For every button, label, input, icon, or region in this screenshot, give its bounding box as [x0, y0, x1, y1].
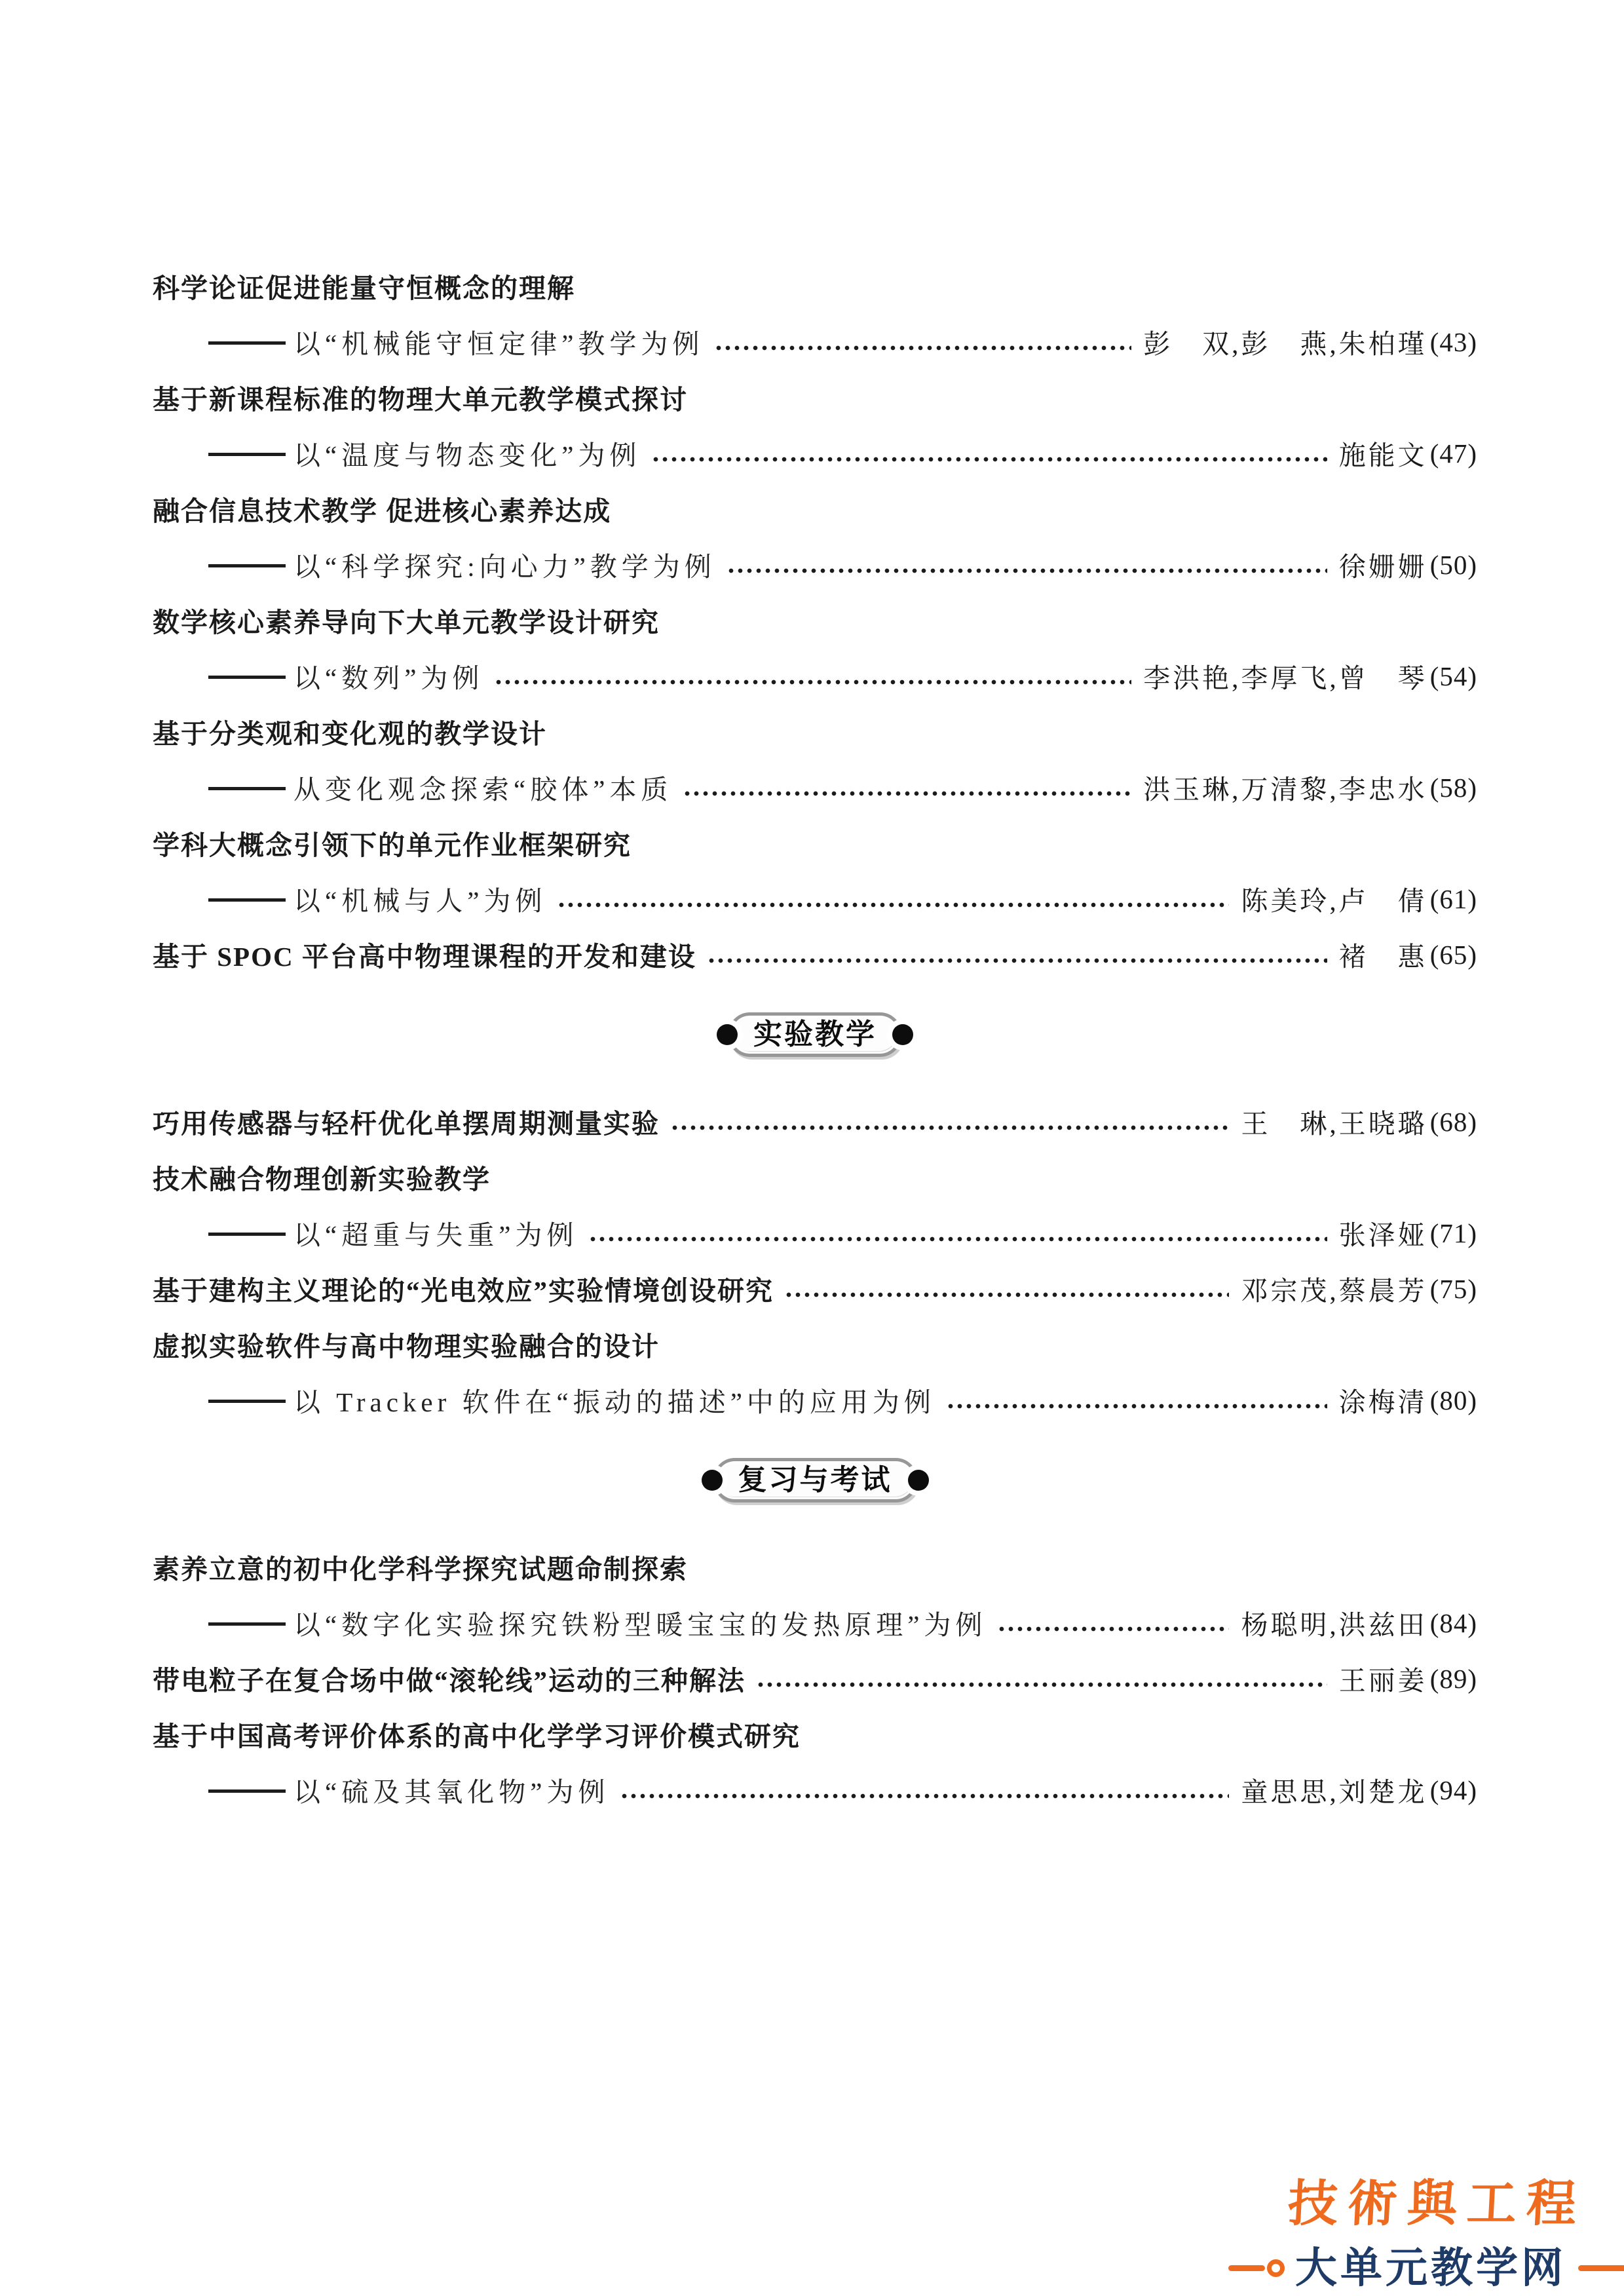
dotted-leader: [708, 957, 1327, 964]
toc-entry-title-line: [153, 370, 1477, 425]
subtitle-dash: [208, 787, 286, 790]
dotted-leader: [728, 567, 1327, 574]
entry-subtitle: 以“机械能守恒定律”教学为例: [293, 329, 704, 359]
toc-section: [153, 258, 1477, 982]
toc-entry-line: [153, 927, 1477, 982]
entry-subtitle: 以“机械与人”为例: [293, 886, 547, 916]
toc-entry-title-line: [153, 481, 1477, 537]
dotted-leader: [495, 679, 1131, 685]
entry-page-number: (80): [1429, 1385, 1477, 1415]
section-badge-row: [153, 1461, 1477, 1500]
entry-page-number: (68): [1429, 1106, 1477, 1137]
entry-title: 基于中国高考评价体系的高中化学学习评价模式研究: [153, 1721, 801, 1751]
entry-title: 融合信息技术教学 促进核心素养达成: [153, 496, 612, 526]
subtitle-dash: [208, 453, 286, 456]
subtitle-dash: [208, 898, 286, 902]
entry-page-number: (58): [1429, 772, 1477, 803]
dotted-leader: [757, 1681, 1327, 1688]
entry-authors: 徐姗姗: [1338, 552, 1427, 582]
toc-entry-subtitle-line: [153, 1205, 1477, 1261]
entry-title: 数学核心素养导向下大单元教学设计研究: [153, 607, 660, 638]
subtitle-dash: [208, 1622, 286, 1626]
dotted-leader: [947, 1403, 1327, 1409]
subtitle-dash: [208, 1233, 286, 1236]
toc-entry-subtitle-line: [153, 537, 1477, 592]
entry-page-number: (61): [1429, 883, 1477, 914]
entry-title: 巧用传感器与轻杆优化单摆周期测量实验: [153, 1109, 660, 1139]
section-badge-row: [153, 1015, 1477, 1054]
entry-title: 学科大概念引领下的单元作业框架研究: [153, 830, 632, 860]
entry-authors: 李洪艳,李厚飞,曾 琴: [1143, 663, 1427, 693]
toc-entry-title-line: [153, 592, 1477, 648]
toc-entry-subtitle-line: [153, 1762, 1477, 1818]
entry-authors: 邓宗茂,蔡晨芳: [1241, 1276, 1427, 1306]
entry-page-number: (75): [1429, 1273, 1477, 1304]
site-watermark: [1228, 2242, 1624, 2293]
dotted-leader: [652, 456, 1327, 463]
watermark-ring-icon: [1267, 2259, 1285, 2277]
dotted-leader: [590, 1236, 1327, 1242]
entry-title: 虚拟实验软件与高中物理实验融合的设计: [153, 1331, 660, 1362]
entry-subtitle: 以“数字化实验探究铁粉型暖宝宝的发热原理”为例: [293, 1610, 987, 1640]
entry-subtitle: 以“科学探究:向心力”教学为例: [293, 552, 716, 582]
toc-entry-title-line: [153, 1316, 1477, 1372]
entry-page-number: (94): [1429, 1774, 1477, 1805]
entry-title: 科学论证促进能量守恒概念的理解: [153, 273, 575, 303]
entry-title: 技术融合物理创新实验教学: [153, 1164, 491, 1195]
toc-entry-line: [153, 1094, 1477, 1149]
subtitle-dash: [208, 564, 286, 567]
toc: [153, 258, 1477, 1818]
badge-dot-icon: [892, 1024, 913, 1045]
entry-authors: 张泽娅: [1338, 1220, 1427, 1250]
toc-entry-title-line: [153, 258, 1477, 314]
entry-authors: 褚 惠: [1338, 942, 1427, 972]
dotted-leader: [684, 790, 1131, 797]
watermark-left-line-icon: [1228, 2265, 1265, 2271]
subtitle-dash: [208, 341, 286, 345]
entry-title: 基于 SPOC 平台高中物理课程的开发和建设: [153, 942, 696, 972]
entry-authors: 杨聪明,洪兹田: [1241, 1610, 1427, 1640]
dotted-leader: [715, 345, 1131, 351]
entry-authors: 涂梅清: [1338, 1387, 1427, 1417]
entry-page-number: (65): [1429, 939, 1477, 970]
entry-title: 基于新课程标准的物理大单元教学模式探讨: [153, 385, 688, 415]
subtitle-dash: [208, 1400, 286, 1403]
entry-page-number: (50): [1429, 549, 1477, 580]
entry-page-number: (47): [1429, 438, 1477, 469]
toc-entry-subtitle-line: [153, 759, 1477, 815]
entry-subtitle: 以“超重与失重”为例: [293, 1220, 578, 1250]
toc-entry-title-line: [153, 1149, 1477, 1205]
toc-entry-title-line: [153, 704, 1477, 759]
toc-entry-line: [153, 1261, 1477, 1316]
entry-title: 基于建构主义理论的“光电效应”实验情境创设研究: [153, 1276, 774, 1306]
toc-entry-subtitle-line: [153, 648, 1477, 704]
section-badge-label: 实验教学: [753, 1018, 877, 1050]
entry-subtitle: 以“数列”为例: [293, 663, 484, 693]
entry-title: 素养立意的初中化学科学探究试题命制探索: [153, 1554, 688, 1584]
toc-section: [153, 1461, 1477, 1818]
site-watermark-label: 大单元教学网: [1295, 2244, 1566, 2291]
dotted-leader: [998, 1626, 1229, 1632]
entry-authors: 童思思,刘楚龙: [1241, 1777, 1427, 1807]
brand-calligraphy: 技術與工程: [1286, 2177, 1588, 2232]
entry-subtitle: 从变化观念探索“胶体”本质: [293, 775, 673, 805]
entry-page-number: (84): [1429, 1607, 1477, 1638]
toc-section: [153, 1015, 1477, 1428]
entry-authors: 王丽姜: [1338, 1666, 1427, 1696]
badge-dot-icon: [702, 1470, 723, 1491]
entry-page-number: (71): [1429, 1217, 1477, 1248]
dotted-leader: [621, 1793, 1229, 1799]
badge-dot-icon: [908, 1470, 929, 1491]
section-badge: [713, 1458, 918, 1502]
entry-title: 带电粒子在复合场中做“滚轮线”运动的三种解法: [153, 1666, 746, 1696]
toc-entry-title-line: [153, 1706, 1477, 1762]
entry-page-number: (43): [1429, 326, 1477, 357]
subtitle-dash: [208, 676, 286, 679]
entry-authors: 彭 双,彭 燕,朱柏瑾: [1143, 329, 1427, 359]
subtitle-dash: [208, 1789, 286, 1793]
dotted-leader: [671, 1124, 1229, 1131]
dotted-leader: [558, 902, 1229, 908]
toc-entry-title-line: [153, 815, 1477, 871]
entry-title: 基于分类观和变化观的教学设计: [153, 719, 547, 749]
entry-authors: 施能文: [1338, 440, 1427, 470]
toc-entry-subtitle-line: [153, 314, 1477, 370]
entry-authors: 王 琳,王晓璐: [1241, 1109, 1427, 1139]
entry-subtitle: 以 Tracker 软件在“振动的描述”中的应用为例: [293, 1387, 935, 1417]
entry-authors: 陈美玲,卢 倩: [1241, 886, 1427, 916]
entry-page-number: (89): [1429, 1663, 1477, 1694]
watermark-right-line-icon: [1578, 2265, 1624, 2271]
entry-subtitle: 以“温度与物态变化”为例: [293, 440, 641, 470]
dotted-leader: [785, 1292, 1229, 1298]
section-badge-label: 复习与考试: [738, 1464, 892, 1496]
entry-authors: 洪玉琳,万清黎,李忠水: [1143, 775, 1427, 805]
toc-entry-title-line: [153, 1539, 1477, 1595]
toc-entry-line: [153, 1651, 1477, 1706]
entry-subtitle: 以“硫及其氧化物”为例: [293, 1777, 610, 1807]
toc-entry-subtitle-line: [153, 1595, 1477, 1651]
entry-page-number: (54): [1429, 660, 1477, 691]
toc-entry-subtitle-line: [153, 1372, 1477, 1428]
toc-entry-subtitle-line: [153, 425, 1477, 481]
section-badge: [728, 1012, 902, 1057]
toc-entry-subtitle-line: [153, 871, 1477, 927]
badge-dot-icon: [717, 1024, 738, 1045]
